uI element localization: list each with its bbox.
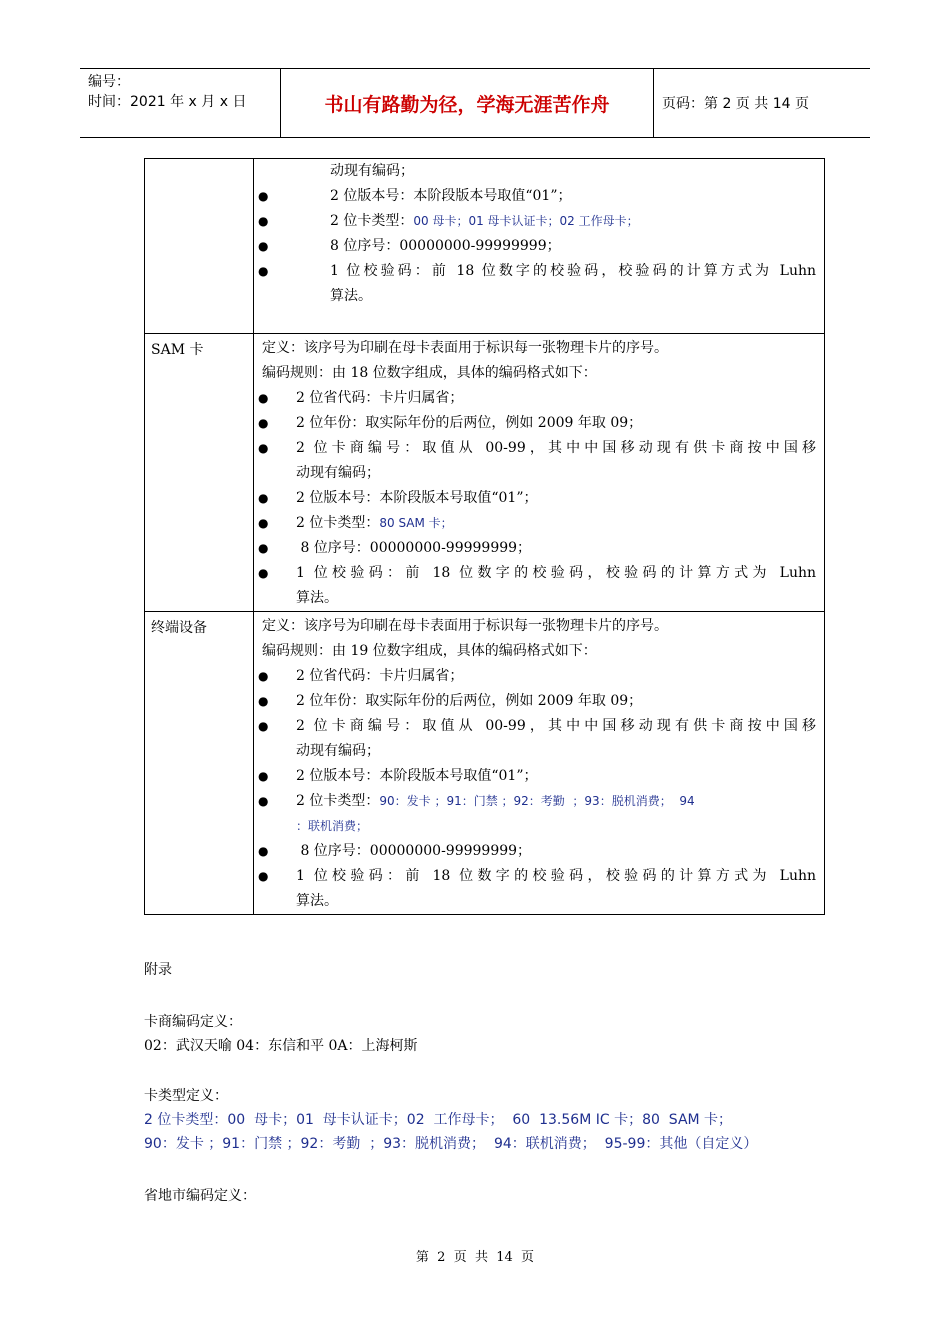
document-time-label: 时间：2021 年 x 月 x 日 (88, 94, 247, 110)
list-item: ● 8 位序号：00000000-99999999； (296, 839, 816, 864)
row-content (254, 612, 825, 915)
list-item: ● 1 位校验码：前 18 位数字的校验码，校验码的计算方式为 Luhn (296, 864, 816, 889)
list-item: ● 2 位版本号：本阶段版本号取值“01”； (296, 764, 816, 789)
vendor-code-title: 卡商编码定义： (144, 1014, 242, 1030)
card-type-line-1: 2 位卡类型：00 母卡；01 母卡认证卡；02 工作母卡； 60 13.56M IC 卡；80 SAM 卡； (144, 1112, 733, 1128)
list-item-continuation: 算法。 (330, 288, 372, 304)
header-page-info: 页码：第 2 页 共 14 页 (662, 96, 809, 112)
list-item: ● 2 位卡商编号：取值从 00-99，其中中国移动现有供卡商按中国移 (296, 714, 816, 739)
list-item-continuation: 算法。 (296, 590, 338, 606)
rule-text: 编码规则：由 18 位数字组成，具体的编码格式如下： (262, 365, 597, 381)
list-item (296, 209, 816, 234)
list-item: ● 2 位年份：取实际年份的后两位，例如 2009 年取 09； (296, 689, 816, 714)
definition-text: 定义：该序号为印刷在母卡表面用于标识每一张物理卡片的序号。 (262, 618, 668, 634)
document-number-label: 编号： (88, 74, 130, 90)
row-content (254, 159, 825, 334)
rule-text: 编码规则：由 19 位数字组成，具体的编码格式如下： (262, 643, 597, 659)
list-item: ● 1 位校验码：前 18 位数字的校验码，校验码的计算方式为 Luhn (296, 561, 816, 586)
list-item-continuation: 动现有编码； (296, 743, 380, 759)
card-type-values-continuation: ：联机消费； (296, 819, 369, 833)
list-item (296, 789, 816, 814)
card-type-line-2: 90：发卡 ；91：门禁 ；92：考勤 ；93：脱机消费； 94：联机消费； 95-99：其他（自定义） (144, 1136, 758, 1152)
list-item: ● 8 位序号：00000000-99999999； (296, 536, 816, 561)
code-definition-table (144, 158, 825, 915)
row-label: SAM 卡 (145, 334, 254, 612)
list-item: ● 2 位省代码：卡片归属省； (296, 664, 816, 689)
page-footer: 第 2 页 共 14 页 (415, 1250, 535, 1265)
list-item: 动现有编码； (330, 163, 414, 179)
row-label (145, 159, 254, 334)
list-item: ● 2 位省代码：卡片归属省； (296, 386, 816, 411)
row-label: 终端设备 (145, 612, 254, 915)
header-motto: 书山有路勤为径，学海无涯苦作舟 (281, 69, 654, 137)
page-header (80, 68, 870, 138)
appendix-title: 附录 (144, 962, 172, 978)
card-type-values: 90：发卡 ；91：门禁 ；92：考勤 ；93：脱机消费； 94 (379, 794, 695, 808)
item-label: 2 位卡类型： (330, 213, 414, 229)
list-item-continuation: 算法。 (296, 893, 338, 909)
table-row (145, 612, 825, 915)
list-item: ● 2 位年份：取实际年份的后两位，例如 2009 年取 09； (296, 411, 816, 436)
card-type-values: 80 SAM 卡； (379, 516, 453, 530)
list-item: ● 2 位卡商编号：取值从 00-99，其中中国移动现有供卡商按中国移 (296, 436, 816, 461)
item-label: 2 位卡类型： (296, 515, 380, 531)
definition-text: 定义：该序号为印刷在母卡表面用于标识每一张物理卡片的序号。 (262, 340, 668, 356)
card-type-title: 卡类型定义： (144, 1088, 228, 1104)
list-item: ● 1 位校验码：前 18 位数字的校验码，校验码的计算方式为 Luhn (296, 259, 816, 284)
list-item: ● 2 位版本号：本阶段版本号取值“01”； (296, 184, 816, 209)
list-item-continuation: 动现有编码； (296, 465, 380, 481)
header-meta (80, 69, 281, 137)
table-row (145, 334, 825, 612)
item-label: 2 位卡类型： (296, 793, 380, 809)
vendor-code-line: 02：武汉天喻 04：东信和平 0A：上海柯斯 (144, 1038, 418, 1054)
row-content (254, 334, 825, 612)
province-code-title: 省地市编码定义： (144, 1188, 256, 1204)
table-row (145, 159, 825, 334)
list-item: ● 8 位序号：00000000-99999999； (296, 234, 816, 259)
card-type-values: 00 母卡；01 母卡认证卡；02 工作母卡； (413, 214, 639, 228)
list-item: ● 2 位版本号：本阶段版本号取值“01”； (296, 486, 816, 511)
list-item (296, 511, 816, 536)
